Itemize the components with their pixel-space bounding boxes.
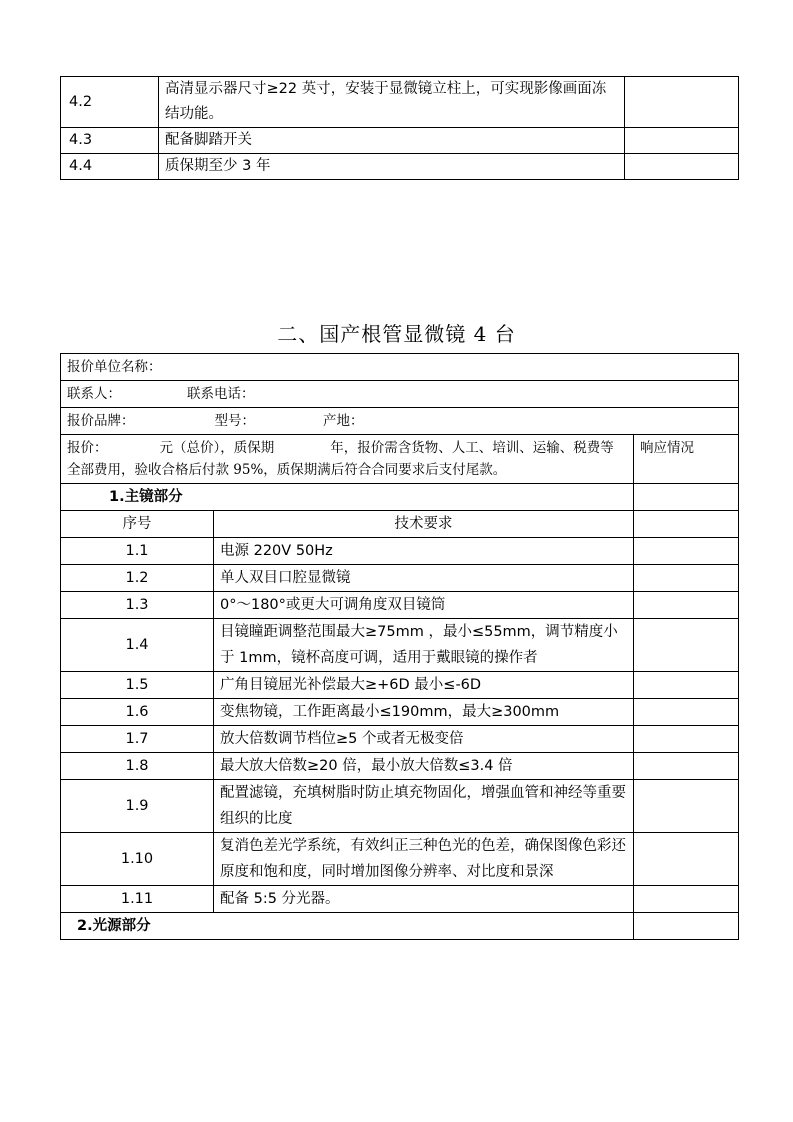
row-number: 1.9	[61, 780, 214, 833]
row-number: 1.2	[61, 565, 214, 592]
brand-label: 报价品牌：	[67, 413, 135, 429]
quote-yuan: 元（总价），质保期	[159, 440, 275, 456]
section-heading: 2.光源部分	[61, 913, 634, 940]
table-row	[61, 128, 739, 154]
response-header: 响应情况	[634, 435, 739, 484]
table-row	[61, 699, 739, 726]
table-row	[61, 672, 739, 699]
row-requirement: 变焦物镜，工作距离最小≤190mm，最大≥300mm	[214, 699, 634, 726]
section-row	[61, 913, 739, 940]
row-number: 1.1	[61, 538, 214, 565]
table-row	[61, 592, 739, 619]
microscope-spec-table	[60, 353, 739, 940]
row-response	[625, 128, 739, 154]
quote-terms-row	[61, 435, 739, 484]
row-response	[634, 886, 739, 913]
table-row	[61, 833, 739, 886]
row-response	[634, 672, 739, 699]
quote-terms: 年，报价需含货物、人工、培训、运输、税费等全部费用，验收合格后付款 95%，质保期满后符合合同要求后支付尾款。	[67, 440, 614, 478]
table-row	[61, 780, 739, 833]
table-row	[61, 726, 739, 753]
quote-terms-cell	[61, 435, 634, 484]
table-row	[61, 538, 739, 565]
table-row	[61, 753, 739, 780]
row-requirement: 高清显示器尺寸≥22 英寸，安装于显微镜立柱上，可实现影像画面冻结功能。	[159, 77, 625, 128]
row-response	[634, 699, 739, 726]
phone-label: 联系电话：	[187, 386, 255, 402]
row-requirement: 单人双目口腔显微镜	[214, 565, 634, 592]
row-response	[634, 753, 739, 780]
row-requirement: 目镜瞳距调整范围最大≥75mm ，最小≤55mm，调节精度小于 1mm，镜杯高度可调，适用于戴眼镜的操作者	[214, 619, 634, 672]
row-response	[634, 538, 739, 565]
section-title: 二、国产根管显微镜 4 台	[277, 322, 516, 346]
origin-label: 产地：	[323, 413, 364, 429]
row-number: 1.11	[61, 886, 214, 913]
row-response	[634, 833, 739, 886]
row-number: 1.6	[61, 699, 214, 726]
row-number: 1.5	[61, 672, 214, 699]
row-requirement: 质保期至少 3 年	[159, 154, 625, 180]
quote-unit-label: 报价单位名称：	[61, 354, 739, 381]
row-number: 4.3	[61, 128, 159, 154]
table-row	[61, 886, 739, 913]
row-requirement: 配备 5:5 分光器。	[214, 886, 634, 913]
row-response	[634, 780, 739, 833]
row-response	[634, 726, 739, 753]
row-number: 1.3	[61, 592, 214, 619]
contact-label: 联系人：	[67, 386, 121, 402]
row-number: 1.7	[61, 726, 214, 753]
model-label: 型号：	[214, 413, 255, 429]
row-requirement: 0°～180°或更大可调角度双目镜筒	[214, 592, 634, 619]
row-requirement: 配置滤镜，充填树脂时防止填充物固化，增强血管和神经等重要组织的比度	[214, 780, 634, 833]
row-response	[634, 565, 739, 592]
table-row	[61, 565, 739, 592]
row-number: 1.4	[61, 619, 214, 672]
row-number: 4.4	[61, 154, 159, 180]
column-header-number: 序号	[61, 511, 214, 538]
column-header-row	[61, 511, 739, 538]
row-requirement: 配备脚踏开关	[159, 128, 625, 154]
contact-row	[61, 381, 739, 408]
row-number: 1.10	[61, 833, 214, 886]
row-requirement: 广角目镜屈光补偿最大≥+6D 最小≤-6D	[214, 672, 634, 699]
row-response	[625, 154, 739, 180]
row-number: 4.2	[61, 77, 159, 128]
row-response	[634, 913, 739, 940]
quote-unit-row	[61, 354, 739, 381]
quote-label: 报价：	[67, 440, 108, 456]
row-requirement: 最大放大倍数≥20 倍，最小放大倍数≤3.4 倍	[214, 753, 634, 780]
row-response	[625, 77, 739, 128]
previous-spec-table	[60, 76, 739, 180]
contact-cell	[61, 381, 739, 408]
brand-row	[61, 408, 739, 435]
section-heading: 1.主镜部分	[61, 484, 634, 511]
row-requirement: 复消色差光学系统，有效纠正三种色光的色差，确保图像色彩还原度和饱和度，同时增加图像分辨率、对比度和景深	[214, 833, 634, 886]
row-response	[634, 592, 739, 619]
row-response	[634, 619, 739, 672]
section-row	[61, 484, 739, 511]
brand-cell	[61, 408, 739, 435]
row-number: 1.8	[61, 753, 214, 780]
column-header-requirement: 技术要求	[214, 511, 634, 538]
table-row	[61, 619, 739, 672]
row-response	[634, 511, 739, 538]
row-requirement: 放大倍数调节档位≥5 个或者无极变倍	[214, 726, 634, 753]
table-row	[61, 154, 739, 180]
row-response	[634, 484, 739, 511]
table-row	[61, 77, 739, 128]
row-requirement: 电源 220V 50Hz	[214, 538, 634, 565]
